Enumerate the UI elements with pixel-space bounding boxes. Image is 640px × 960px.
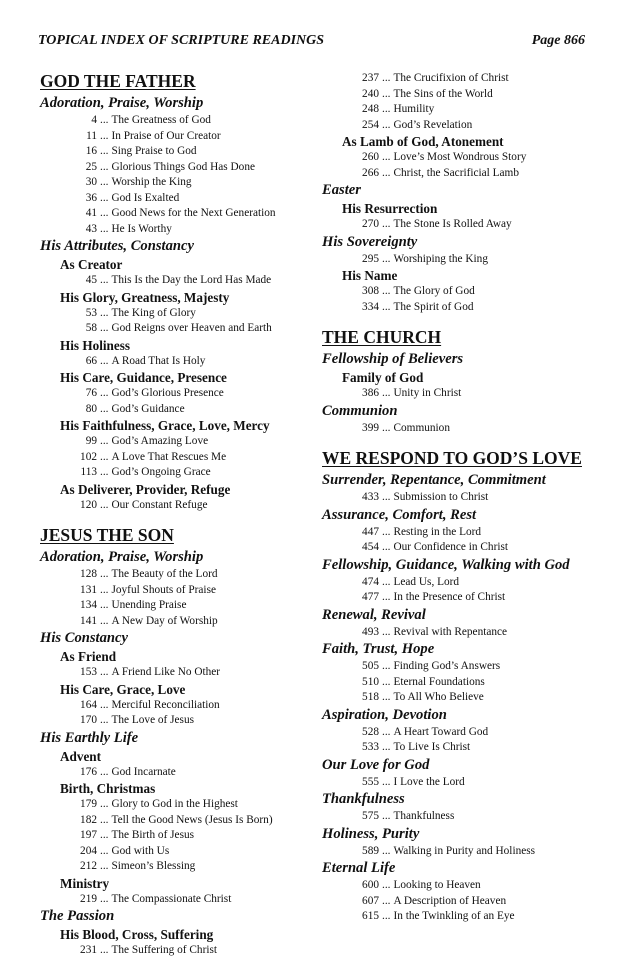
index-entry (322, 540, 612, 556)
index-entry (40, 306, 310, 322)
index-entry (322, 490, 612, 506)
index-entry (322, 590, 612, 606)
entry-separator: ... (382, 879, 391, 891)
entry-separator: ... (100, 322, 109, 334)
topic-heading: His Earthly Life (40, 729, 139, 746)
entry-separator: ... (382, 910, 391, 922)
reading-title: In Praise of Our Creator (111, 129, 221, 142)
index-entry (40, 765, 310, 781)
topic-heading: Communion (322, 402, 398, 419)
reading-title: To All Who Believe (393, 691, 484, 703)
reading-number: 99 (85, 435, 97, 447)
reading-title: God with Us (111, 844, 170, 857)
index-entry (322, 775, 612, 791)
index-entry (40, 273, 310, 289)
reading-number: 141 (80, 614, 97, 627)
topic-heading: Easter (322, 182, 361, 198)
entry-separator: ... (382, 691, 391, 703)
topic-heading: Renewal, Revival (322, 606, 426, 623)
reading-number: 4 (91, 114, 97, 126)
reading-number: 589 (362, 844, 379, 857)
reading-number: 179 (80, 798, 97, 810)
reading-number: 204 (80, 844, 97, 857)
index-entry (322, 217, 612, 233)
reading-number: 45 (85, 274, 97, 286)
reading-number: 170 (80, 714, 97, 726)
index-entry (322, 740, 612, 756)
index-entry (322, 690, 612, 706)
reading-number: 575 (362, 810, 379, 822)
index-entry (40, 598, 310, 614)
reading-number: 240 (362, 87, 379, 100)
reading-title: A Friend Like No Other (111, 666, 221, 678)
entry-separator: ... (100, 176, 109, 188)
reading-title: Christ, the Sacrificial Lamb (393, 166, 519, 179)
reading-number: 600 (362, 879, 379, 891)
entry-separator: ... (382, 725, 391, 738)
index-entry (40, 175, 310, 191)
entry-separator: ... (382, 625, 391, 638)
topic-heading: Our Love for God (322, 756, 430, 773)
reading-title: God Is Exalted (111, 191, 180, 204)
reading-title: The Stone Is Rolled Away (393, 218, 512, 230)
index-entry (40, 498, 310, 514)
reading-number: 113 (80, 466, 97, 478)
index-entry (322, 909, 612, 925)
reading-title: Lead Us, Lord (393, 575, 460, 588)
index-entry (40, 943, 310, 959)
entry-separator: ... (382, 118, 391, 131)
reading-number: 16 (85, 145, 97, 157)
entry-separator: ... (382, 660, 391, 672)
right-column (322, 71, 612, 925)
reading-title: A Road That Is Holy (111, 354, 206, 367)
subtopic-heading: As Lamb of God, Atonement (342, 134, 504, 149)
reading-title: Love’s Most Wondrous Story (393, 151, 527, 163)
entry-separator: ... (382, 491, 391, 503)
index-entry (322, 118, 612, 134)
reading-title: Walking in Purity and Holiness (393, 844, 536, 857)
subtopic-heading: His Holiness (60, 337, 130, 353)
reading-title: Sing Praise to God (111, 145, 197, 157)
reading-title: God Incarnate (111, 765, 176, 778)
index-entry (40, 160, 310, 176)
reading-title: Unending Praise (111, 599, 187, 611)
topic-heading: Adoration, Praise, Worship (40, 95, 204, 111)
section-heading: JESUS THE SON (40, 525, 174, 545)
reading-number: 176 (80, 765, 97, 778)
page-header (38, 33, 585, 53)
subtopic-heading: Family of God (342, 370, 424, 385)
reading-number: 11 (86, 129, 97, 142)
entry-separator: ... (382, 285, 391, 297)
subtopic-heading: Birth, Christmas (60, 781, 156, 796)
topic-heading: Faith, Trust, Hope (322, 641, 435, 657)
index-entry (322, 894, 612, 910)
section-spacer (40, 513, 310, 525)
reading-number: 447 (362, 525, 379, 538)
reading-number: 533 (362, 741, 379, 753)
entry-separator: ... (382, 387, 391, 399)
index-entry (322, 575, 612, 591)
index-entry (40, 113, 310, 129)
index-entry (40, 828, 310, 844)
index-entry (322, 252, 612, 268)
entry-separator: ... (100, 129, 109, 142)
index-entry (40, 713, 310, 729)
topic-heading: His Attributes, Constancy (40, 238, 194, 254)
entry-separator: ... (382, 541, 391, 553)
reading-number: 477 (362, 591, 379, 603)
reading-number: 43 (85, 222, 97, 235)
reading-title: Revival with Repentance (393, 625, 508, 638)
reading-title: The Crucifixion of Christ (393, 72, 509, 84)
reading-number: 219 (80, 892, 97, 905)
entry-separator: ... (382, 810, 391, 822)
index-entry (40, 354, 310, 370)
entry-separator: ... (100, 160, 109, 173)
reading-number: 102 (80, 450, 97, 463)
topic-heading: His Constancy (40, 630, 128, 646)
reading-title: God’s Revelation (393, 118, 473, 131)
entry-separator: ... (382, 575, 391, 588)
topic-heading: The Passion (40, 908, 115, 924)
reading-number: 134 (80, 599, 97, 611)
reading-number: 131 (80, 583, 97, 596)
reading-title: Good News for the Next Generation (111, 207, 276, 219)
reading-number: 212 (80, 860, 97, 872)
index-entry (40, 386, 310, 402)
reading-title: The Spirit of God (393, 300, 474, 313)
reading-number: 518 (362, 691, 379, 703)
reading-title: The Glory of God (393, 285, 475, 297)
reading-title: The King of Glory (111, 306, 196, 319)
reading-number: 493 (362, 625, 379, 638)
reading-title: Looking to Heaven (393, 879, 481, 891)
reading-title: God’s Glorious Presence (111, 387, 224, 399)
index-entry (322, 525, 612, 541)
page-number: Page 866 (531, 33, 585, 48)
index-entry (40, 797, 310, 813)
reading-title: The Love of Jesus (111, 714, 194, 726)
reading-title: Worship the King (111, 176, 192, 188)
index-entry (322, 87, 612, 103)
reading-title: Unity in Christ (393, 387, 462, 399)
entry-separator: ... (100, 844, 109, 857)
reading-number: 36 (85, 191, 97, 204)
entry-separator: ... (100, 354, 109, 367)
reading-title: The Birth of Jesus (111, 829, 195, 841)
reading-title: Worshiping the King (393, 252, 488, 265)
index-entry (40, 321, 310, 337)
index-entry (322, 386, 612, 402)
entry-separator: ... (100, 614, 109, 627)
entry-separator: ... (382, 166, 391, 179)
topic-heading: Eternal Life (322, 860, 396, 876)
reading-number: 66 (85, 354, 97, 367)
reading-title: The Sins of the World (393, 87, 493, 100)
topic-heading: Assurance, Comfort, Rest (322, 506, 477, 523)
reading-title: I Love the Lord (393, 775, 465, 788)
reading-number: 25 (85, 160, 97, 173)
reading-title: To Live Is Christ (393, 741, 471, 753)
entry-separator: ... (382, 103, 391, 115)
subtopic-heading: Ministry (60, 875, 110, 891)
reading-number: 128 (80, 568, 97, 580)
index-entry (40, 129, 310, 145)
subtopic-heading: His Care, Guidance, Presence (60, 370, 227, 385)
reading-number: 334 (362, 300, 379, 313)
reading-title: In the Twinkling of an Eye (393, 910, 515, 922)
reading-number: 555 (362, 775, 379, 788)
reading-number: 505 (362, 660, 379, 672)
reading-title: Glorious Things God Has Done (111, 160, 255, 173)
entry-separator: ... (382, 252, 391, 265)
section-heading: GOD THE FATHER (40, 71, 196, 91)
reading-number: 607 (362, 894, 379, 907)
entry-separator: ... (100, 114, 109, 126)
index-entry (40, 450, 310, 466)
reading-title: He Is Worthy (111, 222, 172, 235)
entry-separator: ... (100, 798, 109, 810)
section-heading: WE RESPOND TO GOD’S LOVE (322, 448, 582, 468)
entry-separator: ... (382, 591, 391, 603)
topic-heading: Thankfulness (322, 791, 405, 807)
index-entry (322, 102, 612, 118)
subtopic-heading: As Deliverer, Provider, Refuge (60, 481, 231, 497)
topic-heading: Adoration, Praise, Worship (40, 549, 204, 565)
topic-heading: Holiness, Purity (322, 825, 420, 842)
entry-separator: ... (382, 675, 391, 688)
index-entry (322, 659, 612, 675)
entry-separator: ... (100, 306, 109, 319)
reading-number: 41 (85, 207, 97, 219)
reading-number: 30 (85, 176, 97, 188)
reading-number: 399 (362, 421, 379, 434)
reading-number: 153 (80, 666, 97, 678)
reading-title: A Love That Rescues Me (111, 450, 227, 463)
index-entry (40, 844, 310, 860)
index-entry (40, 465, 310, 481)
reading-title: A Heart Toward God (393, 725, 489, 738)
entry-separator: ... (100, 829, 109, 841)
index-title: TOPICAL INDEX OF SCRIPTURE READINGS (38, 33, 325, 48)
reading-title: Our Confidence in Christ (393, 541, 509, 553)
entry-separator: ... (382, 741, 391, 753)
reading-number: 197 (80, 829, 97, 841)
entry-separator: ... (100, 450, 109, 463)
topic-heading: Aspiration, Devotion (322, 706, 447, 723)
reading-title: Finding God’s Answers (393, 660, 501, 672)
entry-separator: ... (382, 151, 391, 163)
reading-title: The Compassionate Christ (111, 892, 232, 905)
subtopic-heading: As Creator (60, 257, 123, 272)
reading-number: 76 (85, 387, 97, 399)
index-entry (322, 675, 612, 691)
reading-number: 260 (362, 151, 379, 163)
index-entry (40, 614, 310, 630)
reading-title: Tell the Good News (Jesus Is Born) (111, 813, 273, 826)
reading-title: God Reigns over Heaven and Earth (111, 322, 272, 334)
entry-separator: ... (100, 813, 109, 826)
reading-title: The Greatness of God (111, 114, 211, 126)
index-entry (40, 434, 310, 450)
entry-separator: ... (100, 666, 109, 678)
reading-number: 120 (80, 498, 97, 511)
entry-separator: ... (100, 222, 109, 235)
reading-title: Joyful Shouts of Praise (111, 583, 216, 596)
index-entry (322, 150, 612, 166)
entry-separator: ... (100, 191, 109, 204)
subtopic-heading: His Blood, Cross, Suffering (60, 927, 214, 942)
topic-heading: Fellowship, Guidance, Walking with God (322, 556, 570, 573)
index-entry (322, 625, 612, 641)
entry-separator: ... (100, 860, 109, 872)
topic-heading: Surrender, Repentance, Commitment (322, 472, 546, 488)
entry-separator: ... (100, 498, 109, 511)
entry-separator: ... (100, 466, 109, 478)
reading-number: 433 (362, 491, 379, 503)
entry-separator: ... (100, 145, 109, 157)
reading-number: 528 (362, 725, 379, 738)
reading-title: The Beauty of the Lord (111, 568, 218, 580)
entry-separator: ... (382, 300, 391, 313)
index-entry (322, 878, 612, 894)
reading-title: This Is the Day the Lord Has Made (111, 274, 272, 286)
index-entry (322, 809, 612, 825)
entry-separator: ... (100, 402, 109, 415)
subtopic-heading: His Resurrection (342, 201, 438, 216)
entry-separator: ... (382, 894, 391, 907)
subtopic-heading: His Faithfulness, Grace, Love, Mercy (60, 418, 270, 433)
entry-separator: ... (100, 892, 109, 905)
index-entry (40, 892, 310, 908)
reading-number: 58 (85, 322, 97, 334)
reading-number: 53 (85, 306, 97, 319)
reading-title: In the Presence of Christ (393, 591, 506, 603)
reading-title: Simeon’s Blessing (111, 860, 196, 872)
topic-heading: Fellowship of Believers (322, 351, 464, 367)
index-entry (322, 284, 612, 300)
reading-title: Our Constant Refuge (111, 498, 208, 511)
subtopic-heading: Advent (60, 748, 102, 764)
index-entry (40, 222, 310, 238)
index-entry (322, 71, 612, 87)
reading-title: A Description of Heaven (393, 894, 507, 907)
reading-number: 615 (362, 910, 379, 922)
index-entry (40, 859, 310, 875)
index-entry (322, 725, 612, 741)
reading-number: 80 (85, 402, 97, 415)
index-entry (40, 698, 310, 714)
index-entry (40, 665, 310, 681)
reading-number: 474 (362, 575, 379, 588)
entry-separator: ... (382, 72, 391, 84)
entry-separator: ... (100, 387, 109, 399)
index-entry (322, 166, 612, 182)
entry-separator: ... (100, 944, 109, 956)
entry-separator: ... (100, 714, 109, 726)
index-entry (322, 300, 612, 316)
entry-separator: ... (382, 844, 391, 857)
reading-number: 164 (80, 698, 97, 711)
reading-title: God’s Ongoing Grace (111, 466, 211, 478)
reading-title: God’s Guidance (111, 402, 185, 415)
reading-number: 295 (362, 252, 379, 265)
index-entry (40, 813, 310, 829)
entry-separator: ... (382, 525, 391, 538)
reading-number: 308 (362, 285, 379, 297)
section-spacer (322, 315, 612, 327)
entry-separator: ... (382, 775, 391, 788)
subtopic-heading: His Care, Grace, Love (60, 681, 186, 697)
entry-separator: ... (100, 698, 109, 711)
index-entry (322, 844, 612, 860)
entry-separator: ... (100, 568, 109, 580)
topic-heading: His Sovereignty (322, 233, 418, 250)
index-entry (40, 583, 310, 599)
reading-number: 266 (362, 166, 379, 179)
entry-separator: ... (100, 583, 109, 596)
entry-separator: ... (382, 421, 391, 434)
reading-number: 237 (362, 72, 379, 84)
entry-separator: ... (100, 274, 109, 286)
reading-title: Thankfulness (393, 810, 455, 822)
reading-title: A New Day of Worship (111, 614, 218, 627)
entry-separator: ... (100, 765, 109, 778)
index-entry (40, 191, 310, 207)
reading-number: 454 (362, 541, 379, 553)
entry-separator: ... (382, 218, 391, 230)
subtopic-heading: His Name (342, 268, 398, 283)
reading-number: 270 (362, 218, 379, 230)
reading-number: 386 (362, 387, 379, 399)
reading-title: Resting in the Lord (393, 525, 482, 538)
reading-title: God’s Amazing Love (111, 435, 209, 447)
index-entry (40, 206, 310, 222)
index-entry (40, 144, 310, 160)
index-entry (40, 402, 310, 418)
entry-separator: ... (382, 87, 391, 100)
left-column (40, 71, 310, 959)
entry-separator: ... (100, 599, 109, 611)
reading-title: Glory to God in the Highest (111, 798, 238, 810)
reading-number: 231 (80, 944, 97, 956)
index-entry (322, 421, 612, 437)
entry-separator: ... (100, 207, 109, 219)
subtopic-heading: As Friend (60, 649, 117, 664)
reading-title: Humility (393, 103, 435, 115)
section-spacer (322, 436, 612, 448)
reading-title: Merciful Reconciliation (111, 698, 220, 711)
reading-title: Communion (393, 421, 450, 434)
section-heading: THE CHURCH (322, 327, 442, 347)
index-entry (40, 567, 310, 583)
reading-title: Eternal Foundations (393, 675, 485, 688)
reading-title: The Suffering of Christ (111, 944, 218, 956)
subtopic-heading: His Glory, Greatness, Majesty (60, 289, 230, 305)
entry-separator: ... (100, 435, 109, 447)
reading-number: 510 (362, 675, 379, 688)
reading-title: Submission to Christ (393, 491, 489, 503)
reading-number: 248 (362, 103, 379, 115)
reading-number: 254 (362, 118, 379, 131)
reading-number: 182 (80, 813, 97, 826)
